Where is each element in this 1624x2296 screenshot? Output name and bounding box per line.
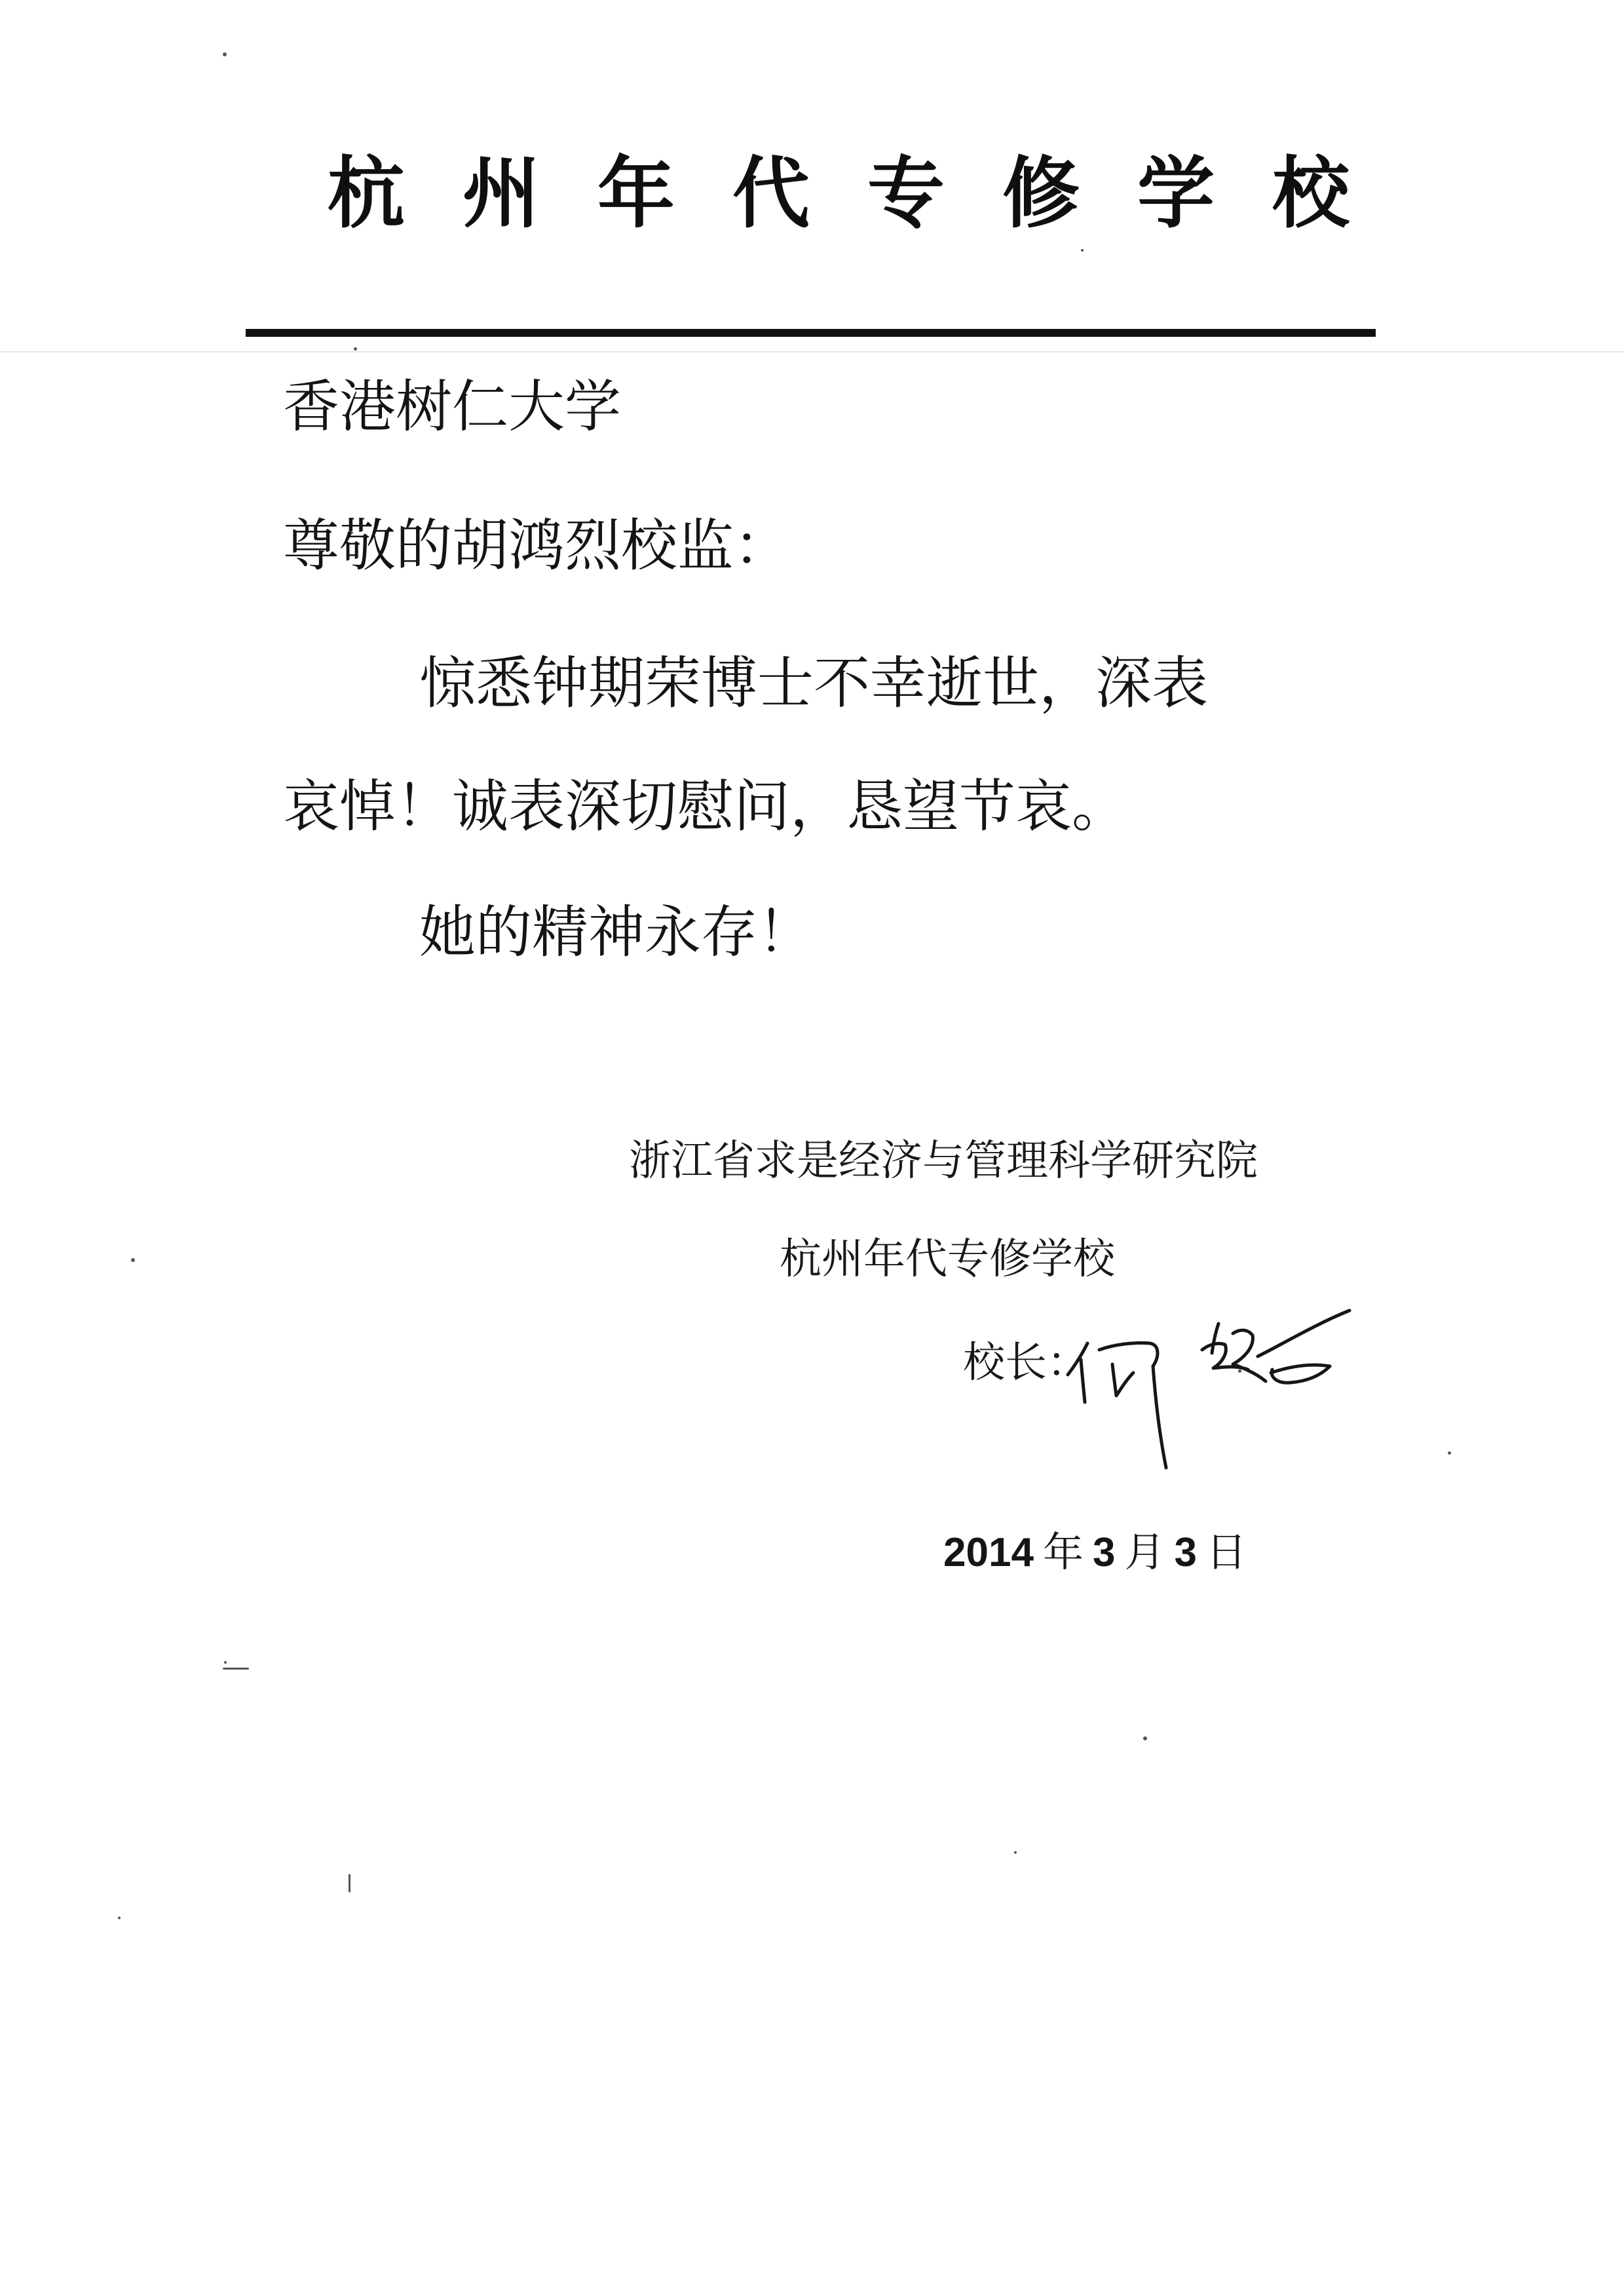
scan-artifact-line bbox=[0, 351, 1624, 353]
salutation: 尊敬的胡鸿烈校监： bbox=[283, 513, 790, 579]
scan-speck bbox=[354, 347, 357, 351]
handwritten-signature bbox=[1061, 1304, 1356, 1481]
scan-speck bbox=[1143, 1736, 1147, 1740]
addressee: 香港树仁大学 bbox=[283, 374, 621, 440]
scan-speck bbox=[1081, 249, 1084, 252]
scan-speck bbox=[131, 1258, 135, 1262]
letter-date bbox=[943, 1528, 1256, 1576]
body-line-1: 惊悉钟期荣博士不幸逝世，深表 bbox=[419, 651, 1208, 716]
body-line-2: 哀悼！诚表深切慰问，恳望节哀。 bbox=[283, 774, 1128, 839]
scan-speck bbox=[1014, 1851, 1017, 1854]
scan-speck bbox=[223, 1668, 249, 1670]
scan-speck bbox=[224, 1661, 227, 1664]
scan-speck bbox=[223, 52, 227, 56]
date-year: 2014 bbox=[943, 1530, 1034, 1575]
scan-speck bbox=[1448, 1451, 1451, 1455]
letterhead-rule bbox=[246, 329, 1376, 337]
scan-speck bbox=[118, 1917, 121, 1919]
date-day: 3 bbox=[1174, 1530, 1197, 1575]
date-month-unit: 月 bbox=[1124, 1528, 1165, 1576]
date-month: 3 bbox=[1092, 1530, 1116, 1575]
sender-institute: 浙江省求是经济与管理科学研究院 bbox=[629, 1137, 1258, 1185]
principal-label: 校长： bbox=[963, 1339, 1089, 1387]
sender-school: 杭州年代专修学校 bbox=[780, 1235, 1115, 1284]
letterhead-title: 杭州年代专修学校 bbox=[328, 147, 1408, 239]
date-year-unit: 年 bbox=[1042, 1528, 1084, 1576]
scan-speck bbox=[349, 1874, 350, 1892]
date-day-unit: 日 bbox=[1205, 1528, 1247, 1576]
scan-speck bbox=[1238, 1369, 1241, 1373]
body-line-3: 她的精神永存！ bbox=[419, 900, 814, 965]
